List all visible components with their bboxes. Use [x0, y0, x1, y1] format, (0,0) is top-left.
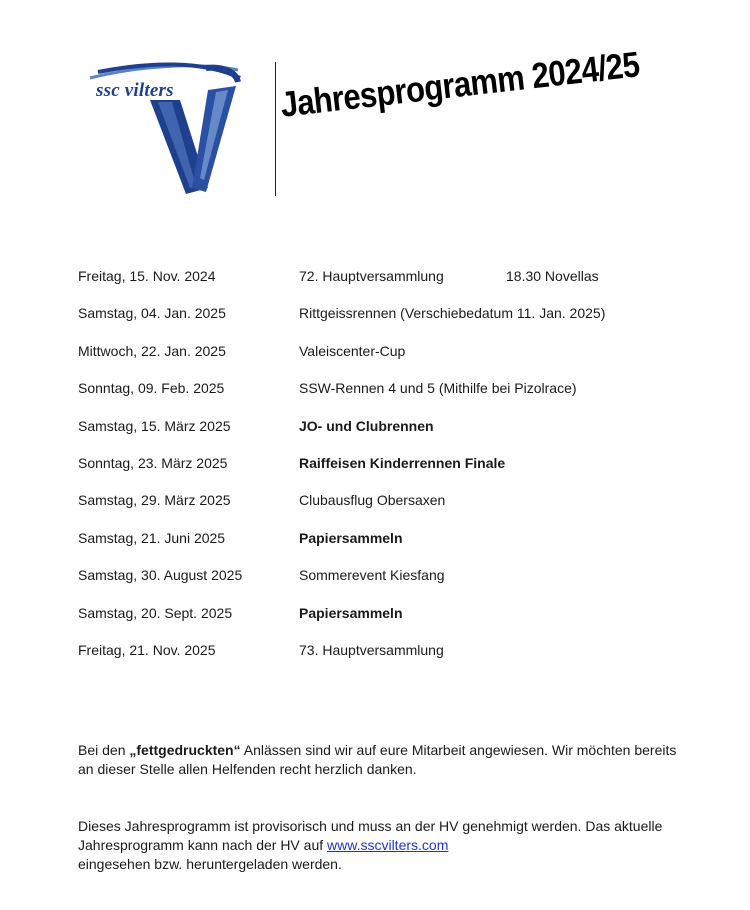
club-logo — [88, 60, 248, 200]
event-name: Papiersammeln — [299, 604, 403, 621]
event-name: Rittgeissrennen (Verschiebedatum 11. Jan. 2025) — [299, 305, 606, 322]
schedule-row — [78, 639, 698, 676]
event-name: 73. Hauptversammlung — [299, 641, 444, 658]
event-date: Freitag, 15. Nov. 2024 — [78, 268, 216, 284]
event-name: Sommerevent Kiesfang — [299, 567, 445, 584]
event-date: Sonntag, 09. Feb. 2025 — [78, 380, 225, 397]
event-date: Mittwoch, 22. Jan. 2025 — [78, 342, 226, 359]
helper-note-suffix: Anlässen sind wir auf eure Mitarbeit angewiesen. Wir möchten bereits an dieser Stelle allen Helfenden recht herzlich danken. — [78, 742, 677, 777]
event-name: 72. Hauptversammlung — [299, 268, 444, 284]
event-date: Samstag, 20. Sept. 2025 — [78, 604, 233, 621]
event-name: Raiffeisen Kinderrennen Finale — [299, 454, 506, 471]
event-date: Sonntag, 23. März 2025 — [78, 454, 228, 471]
schedule-row — [78, 302, 698, 339]
schedule-row — [78, 340, 698, 377]
logo-text: ssc vilters — [96, 80, 174, 101]
provisional-note — [78, 817, 678, 874]
schedule-row — [78, 527, 698, 564]
provisional-note-line3: eingesehen bzw. heruntergeladen werden. — [78, 856, 342, 872]
event-extra: 18.30 Novellas — [506, 268, 599, 284]
header-divider — [275, 62, 276, 196]
event-name: JO- und Clubrennen — [299, 417, 434, 434]
event-date: Samstag, 04. Jan. 2025 — [78, 305, 226, 322]
schedule-row — [78, 602, 698, 639]
schedule-row — [78, 564, 698, 601]
event-name: Papiersammeln — [299, 529, 403, 546]
schedule-row — [78, 415, 698, 452]
event-name: Clubausflug Obersaxen — [299, 492, 446, 509]
schedule-row — [78, 489, 698, 526]
event-name: SSW-Rennen 4 und 5 (Mithilfe bei Pizolrace) — [299, 380, 577, 397]
event-name: Valeiscenter-Cup — [299, 342, 406, 359]
schedule-row — [78, 452, 698, 489]
helper-note — [78, 741, 678, 779]
schedule-row — [78, 265, 698, 302]
website-link[interactable]: www.sscvilters.com — [327, 837, 449, 853]
event-date: Samstag, 15. März 2025 — [78, 417, 231, 434]
event-date: Samstag, 29. März 2025 — [78, 492, 231, 509]
provisional-note-line1: Dieses Jahresprogramm ist provisorisch und muss an der HV genehmigt werden. Das aktuelle — [78, 818, 663, 834]
page-title: Jahresprogramm 2024/25 — [278, 44, 642, 125]
helper-note-bold: „fettgedruckten“ — [129, 742, 241, 758]
helper-note-prefix: Bei den — [78, 742, 130, 758]
event-date: Freitag, 21. Nov. 2025 — [78, 641, 216, 658]
event-date: Samstag, 21. Juni 2025 — [78, 529, 226, 546]
event-date: Samstag, 30. August 2025 — [78, 567, 243, 584]
schedule-row — [78, 377, 698, 414]
schedule-list — [78, 265, 698, 676]
provisional-note-line2: Jahresprogramm kann nach der HV auf — [78, 837, 328, 853]
